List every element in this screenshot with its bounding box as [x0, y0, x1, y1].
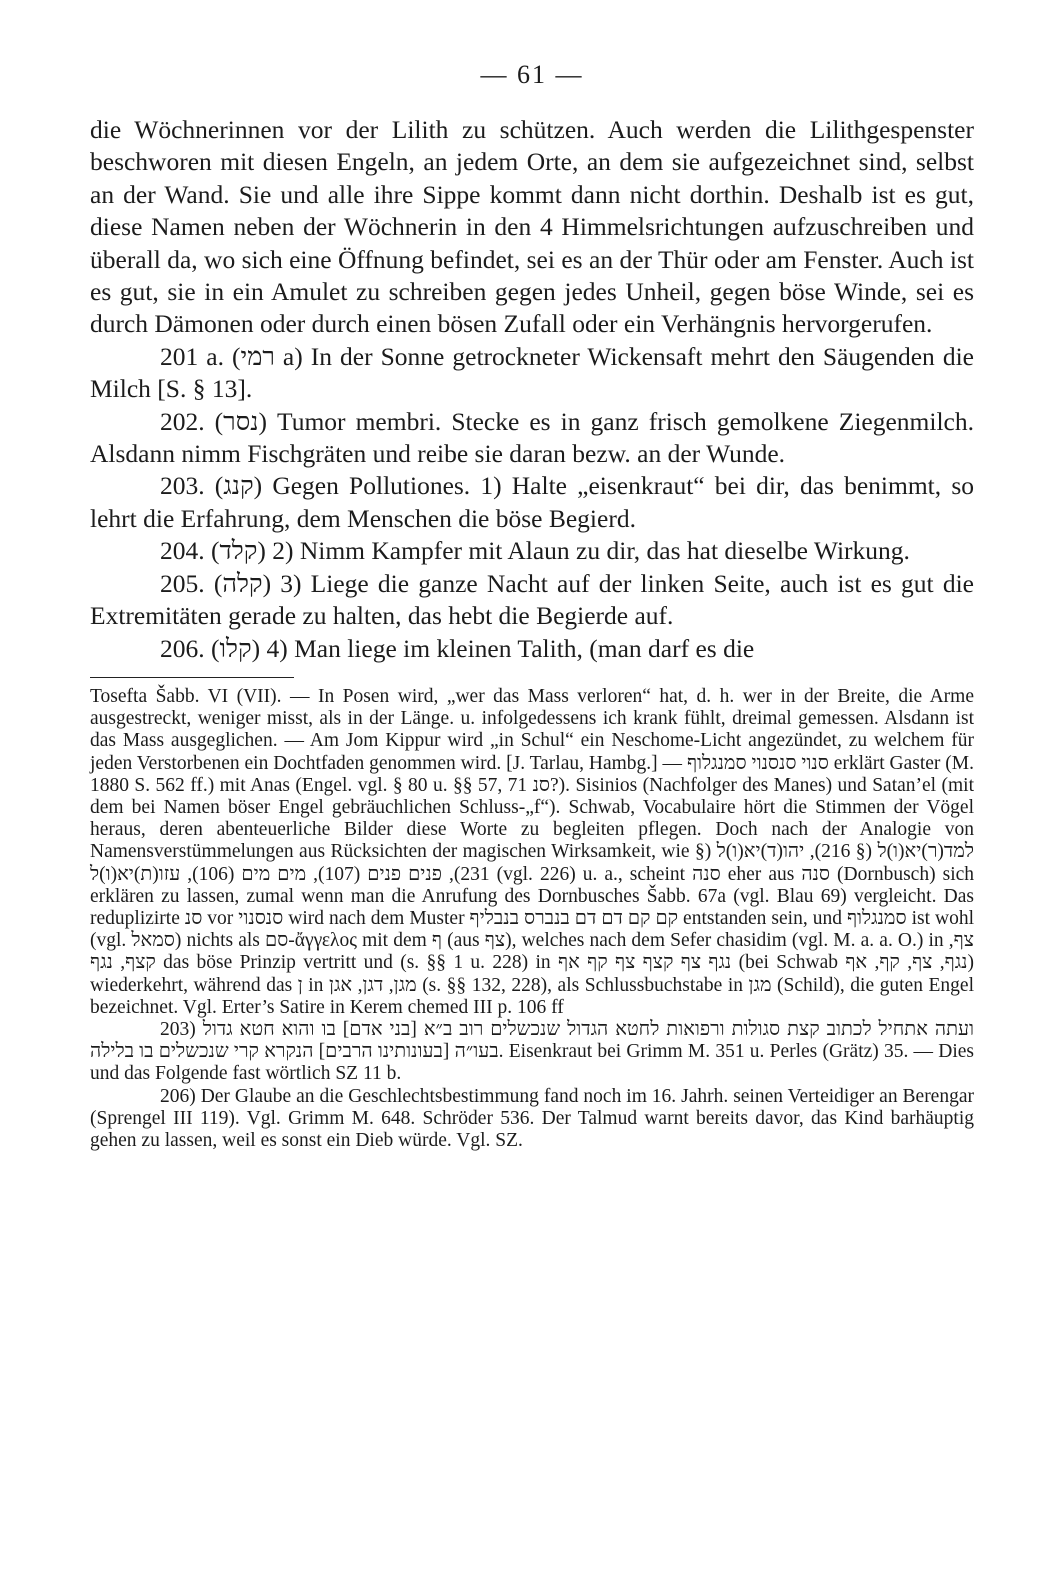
- paragraph-204: 204. (קלד) 2) Nimm Kampfer mit Alaun zu dir, das hat dieselbe Wirkung.: [160, 536, 910, 566]
- paragraph-205: 205. (קלה) 3) Liege die ganze Nacht auf der linken Seite, auch ist es gut die Extremitäten gerade zu halten, das hebt die Begierde auf.: [90, 568, 974, 631]
- page-number: — 61 —: [480, 60, 584, 89]
- main-text: [90, 114, 974, 665]
- paragraph-202: 202. (נסר) Tumor membri. Stecke es in ganz frisch gemolkene Ziegenmilch. Alsdann nimm Fischgräten und reibe sie daran bezw. an der Wunde.: [90, 406, 974, 469]
- paragraph-lilith-protection: die Wöchnerinnen vor der Lilith zu schützen. Auch werden die Lilithgespenster beschworen mit diesen Engeln, an jedem Orte, an dem sie aufgezeichnet sind, selbst an der Wand. Sie und alle ihre Sippe kommt dann nicht dorthin. Deshalb ist es gut, diese Namen neben der Wöchnerin in den 4 Himmelsrichtungen aufzuschreiben und überall da, wo sich eine Öffnung befindet, sei es an der Thür oder am Fenster. Auch ist es gut, sie in ein Amulet zu schreiben gegen jedes Unheil, gegen böse Winde, sei es durch Dämonen oder durch einen bösen Zufall oder ein Verhängnis hervorgerufen.: [90, 115, 974, 339]
- footnote-continuation: Tosefta Šabb. VI (VII). — In Posen wird, „wer das Mass verloren“ hat, d. h. wer in der Breite, die Arme ausgestreckt, weniger misst, als in der Länge. u. infolgedessens ich krank fühlt, dreimal gemessen. Alsdann ist das Mass ausgeglichen. — Am Jom Kippur wird „in Schul“ ein Neschome-Licht angezündet, zu welchem für jeden Verstorbenen ein Dochtfaden genommen wird. [J. Tarlau, Hambg.] — סנוי סנסנוי סמנגלוף erklärt Gaster (M. 1880 S. 562 ff.) mit Anas (Engel. vgl. § 80 u. §§ 57, 71 סנ?). Sisinios (Nachfolger des Manes) und Satan’el (mit dem bei Namen böser Engel gebräuchlichen Schluss-„f“). Schwab, Vocabulaire hört die Stimmen der Vögel heraus, deren abenteuerliche Bilder diese Worte zu begleiten pflegen. Doch nach der Analogie von Namensverstümmelungen aus Rücksichten der magischen Wirksamkeit, wie למד(ר)יא(ו)ל (§ 216), יהו(ד)יא(ו)ל (§ 231), פנים פנים (107), מים מים (106), עזו(ת)יא(ו)ל (vgl. 226) u. a., scheint סנה eher aus סנה (Dornbusch) sich erklären zu lassen, zumal wenn man die Anrufung des Dornbusches Šabb. 67a (vgl. Blau 69) vergleicht. Das reduplizirte סנ vor סנסנוי wird nach dem Muster קם קם דם דם בנברס בנבליף entstanden sein, und סמנגלוף ist wohl (vgl. סמאל) nichts als סם-ἄγγελος mit dem ף (aus צף), welches nach dem Sefer chasidim (vgl. M. a. a. O.) in צף, קצף, נגף das böse Prinzip vertritt und (s. §§ 1 u. 228) in נגף צף קצף צף קף אף (bei Schwab נגף, צף, קף, אף) wiederkehrt, während das ן in מגן, דגן, אגן (s. §§ 132, 228), als Schlussbuchstabe in מגן (Schild), die guten Engel bezeichnet. Vgl. Erter’s Satire in Kerem chemed III p. 106 ff: [90, 685, 975, 1018]
- footnote-206: 206) Der Glaube an die Geschlechtsbestimmung fand noch im 16. Jahrh. seinen Verteidiger an Berengar (Sprengel III 119). Vgl. Grimm M. 648. Schröder 536. Der Talmud warnt bereits davor, das Kind barhäuptig gehen zu lassen, weil es sonst ein Dieb würde. Vgl. SZ.: [90, 1085, 974, 1151]
- footnotes: [90, 686, 974, 1152]
- paragraph-201a: 201 a. (רמי a) In der Sonne getrockneter Wickensaft mehrt den Säugenden die Milch [S. § 13].: [90, 341, 974, 404]
- paragraph-203: 203. (קנג) Gegen Pollutiones. 1) Halte „eisenkraut“ bei dir, das benimmt, so lehrt die Erfahrung, dem Menschen die böse Begierd.: [90, 471, 974, 533]
- footnote-divider: [90, 677, 294, 678]
- footnote-203: 203) ועתה אתחיל לכתוב קצת סגולות ורפואות לחטא הגדול שנכשלים רוב ב״א [בני אדם] בו והוא חטא גדול בעו״ה [בעונותינו הרבים] הנקרא קרי שנכשלים בו בלילה. Eisenkraut bei Grimm M. 351 u. Perles (Grätz) 35. — Dies und das Folgende fast wörtlich SZ 11 b.: [90, 1018, 974, 1085]
- paragraph-206: 206. (קלו) 4) Man liege im kleinen Talith, (man darf es die: [160, 633, 755, 663]
- document-page: [90, 58, 974, 1152]
